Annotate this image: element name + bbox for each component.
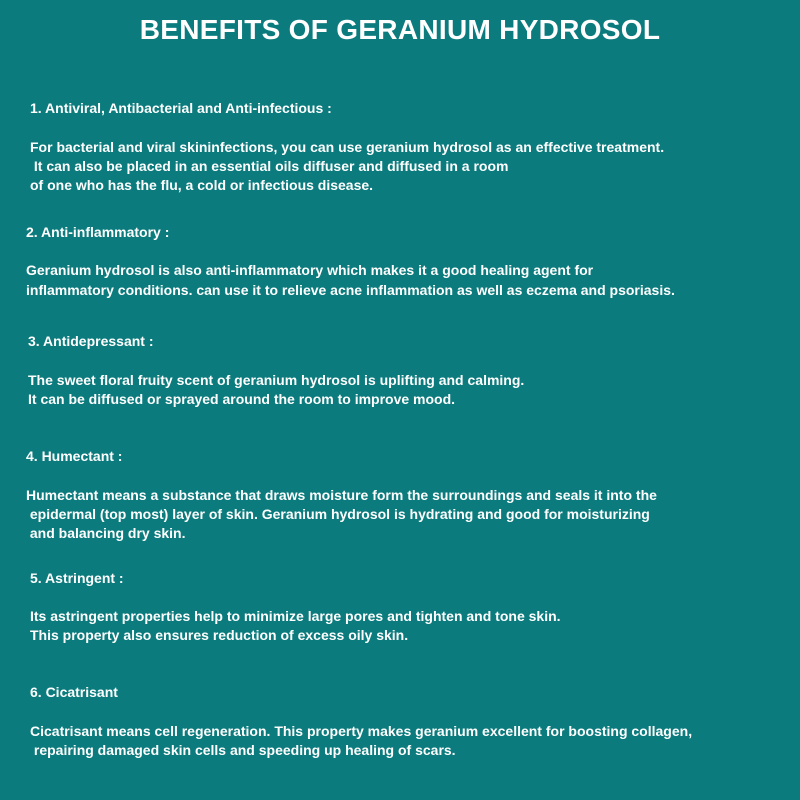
page-title: BENEFITS OF GERANIUM HYDROSOL xyxy=(139,14,661,45)
section-heading: 3. Antidepressant : xyxy=(28,333,154,349)
section-heading: 5. Astringent : xyxy=(30,570,124,586)
section-text-line: Geranium hydrosol is also anti-inflammatory which makes it a good healing agent for xyxy=(26,262,594,278)
section-text-line: The sweet floral fruity scent of geranium hydrosol is uplifting and calming. xyxy=(28,372,525,388)
section-text-line: of one who has the flu, a cold or infectious disease. xyxy=(30,177,374,193)
section-text-line: Its astringent properties help to minimize large pores and tighten and tone skin. xyxy=(30,608,561,624)
section-text-line: For bacterial and viral skininfections, you can use geranium hydrosol as an effective treatment. xyxy=(30,139,665,155)
section-text-line: repairing damaged skin cells and speeding up healing of scars. xyxy=(30,742,456,758)
section-text-line: epidermal (top most) layer of skin. Geranium hydrosol is hydrating and good for moisturizing xyxy=(26,506,650,522)
section-heading: 1. Antiviral, Antibacterial and Anti-infectious : xyxy=(30,100,332,116)
section-text-line: Cicatrisant means cell regeneration. This property makes geranium excellent for boosting collagen, xyxy=(30,723,693,739)
section-text-line: It can also be placed in an essential oils diffuser and diffused in a room xyxy=(30,158,509,174)
section-text-line: inflammatory conditions. can use it to relieve acne inflammation as well as eczema and psoriasis. xyxy=(26,282,675,298)
section-text-line: and balancing dry skin. xyxy=(26,525,186,541)
section-text-line: It can be diffused or sprayed around the room to improve mood. xyxy=(28,391,456,407)
section-heading: 6. Cicatrisant xyxy=(30,684,118,700)
section-text-line: This property also ensures reduction of excess oily skin. xyxy=(30,627,409,643)
section-text-line: Humectant means a substance that draws moisture form the surroundings and seals it into the xyxy=(26,487,657,503)
section-heading: 2. Anti-inflammatory : xyxy=(26,224,170,240)
section-heading: 4. Humectant : xyxy=(26,448,123,464)
